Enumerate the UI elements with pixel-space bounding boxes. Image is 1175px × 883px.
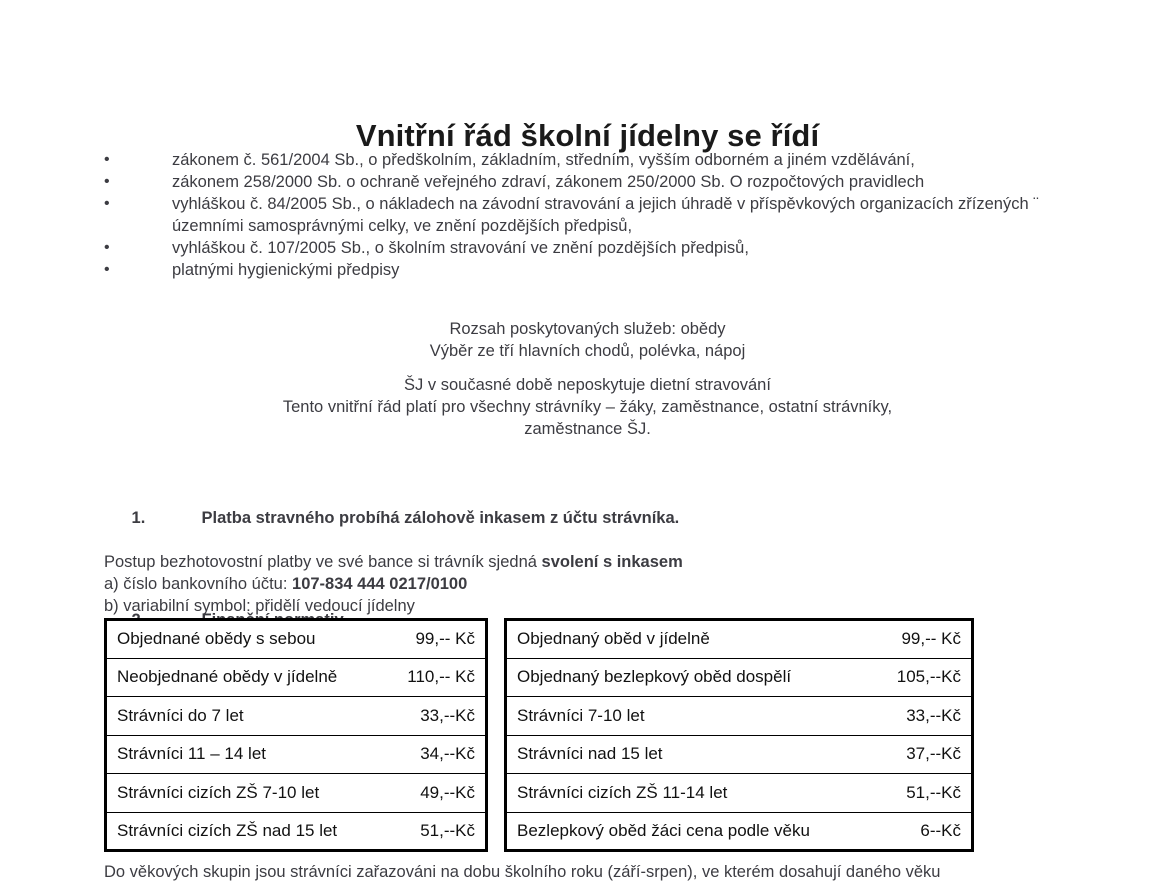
price-item-label: Strávníci nad 15 let: [506, 735, 847, 774]
law-reference-list: [0, 149, 1175, 281]
law-list-item-text: vyhláškou č. 107/2005 Sb., o školním stravování ve znění pozdějších předpisů,: [172, 239, 749, 257]
service-scope-line: Rozsah poskytovaných služeb: obědy: [449, 320, 726, 338]
law-list-item-text: zákonem 258/2000 Sb. o ochraně veřejného zdraví, zákonem 250/2000 Sb. O rozpočtových pravidlech: [172, 173, 925, 191]
variable-symbol-line: b) variabilní symbol: přidělí vedoucí jídelny: [104, 597, 415, 615]
section-1-number: 1.: [131, 509, 146, 527]
law-list-item: [0, 237, 1175, 259]
bank-account-number: 107-834 444 0217/0100: [292, 575, 468, 593]
payment-procedure-line: [104, 551, 1104, 573]
price-item-label: Bezlepkový oběd žáci cena podle věku: [506, 812, 847, 851]
service-scope-block: [0, 318, 1175, 362]
price-item-value: 49,--Kč: [355, 774, 487, 813]
table-row: [506, 620, 973, 659]
law-list-item-text: platnými hygienickými předpisy: [172, 261, 400, 279]
price-item-value: 37,--Kč: [846, 735, 973, 774]
price-item-value: 99,-- Kč: [846, 620, 973, 659]
page-title: Vnitřní řád školní jídelny se řídí: [355, 117, 820, 153]
price-item-label: Strávníci cizích ZŠ nad 15 let: [106, 812, 356, 851]
law-list-item: [0, 149, 1175, 171]
table-row: [506, 812, 973, 851]
law-list-item: [0, 193, 1175, 237]
bullet-icon: •: [104, 195, 110, 212]
table-row: [106, 658, 487, 697]
price-item-value: 105,--Kč: [846, 658, 973, 697]
price-item-label: Objednaný bezlepkový oběd dospělí: [506, 658, 847, 697]
bullet-icon: •: [104, 261, 110, 278]
table-row: [106, 812, 487, 851]
price-item-value: 51,--Kč: [846, 774, 973, 813]
law-list-item-text: zákonem č. 561/2004 Sb., o předškolním, základním, středním, vyšším odborném a jiném vzdělávání,: [172, 151, 915, 169]
price-item-label: Objednaný oběd v jídelně: [506, 620, 847, 659]
price-item-value: 6--Kč: [846, 812, 973, 851]
price-item-label: Strávníci do 7 let: [106, 697, 356, 736]
payment-procedure-text: Postup bezhotovostní platby ve své bance si trávník sjedná: [104, 553, 542, 571]
law-list-item-text: vyhláškou č. 84/2005 Sb., o nákladech na závodní stravování a jejich úhradě v příspěvkových organizacích zřízených ¨: [172, 195, 1039, 213]
price-item-value: 110,-- Kč: [355, 658, 487, 697]
table-row: [106, 697, 487, 736]
bullet-icon: •: [104, 173, 110, 190]
price-item-value: 33,--Kč: [355, 697, 487, 736]
bullet-icon: •: [104, 239, 110, 256]
table-row: [506, 735, 973, 774]
table-row: [506, 697, 973, 736]
law-list-item: [0, 171, 1175, 193]
price-item-label: Strávníci 7-10 let: [506, 697, 847, 736]
table-row: [106, 774, 487, 813]
price-item-label: Objednané obědy s sebou: [106, 620, 356, 659]
price-item-value: 33,--Kč: [846, 697, 973, 736]
price-item-value: 34,--Kč: [355, 735, 487, 774]
section-1-heading: [104, 485, 1104, 551]
general-rules-line: zaměstnance ŠJ.: [524, 420, 651, 438]
payment-mandate-emphasis: svolení s inkasem: [541, 553, 683, 571]
price-item-value: 99,-- Kč: [355, 620, 487, 659]
law-list-item: [0, 259, 1175, 281]
price-item-label: Strávníci cizích ZŠ 7-10 let: [106, 774, 356, 813]
price-tables: [104, 618, 974, 852]
general-rules-block: [0, 374, 1175, 440]
price-table-left: [104, 618, 488, 852]
table-row: [506, 774, 973, 813]
bank-account-label: a) číslo bankovního účtu:: [104, 575, 293, 593]
general-rules-line: ŠJ v současné době neposkytuje dietní stravování: [404, 376, 771, 394]
section-1-title: Platba stravného probíhá zálohově inkasem z účtu strávníka.: [201, 509, 680, 527]
price-table-right: [504, 618, 974, 852]
price-item-label: Neobjednané obědy v jídelně: [106, 658, 356, 697]
price-item-label: Strávníci cizích ZŠ 11-14 let: [506, 774, 847, 813]
table-row: [106, 735, 487, 774]
table-row: [506, 658, 973, 697]
price-item-label: Strávníci 11 – 14 let: [106, 735, 356, 774]
general-rules-line: Tento vnitřní řád platí pro všechny strávníky – žáky, zaměstnance, ostatní strávníky,: [282, 398, 893, 416]
table-row: [106, 620, 487, 659]
service-scope-line: Výběr ze tří hlavních chodů, polévka, nápoj: [429, 342, 746, 360]
price-table-left-body: [106, 620, 487, 851]
price-table-right-body: [506, 620, 973, 851]
law-list-item-continuation: územními samosprávnými celky, ve znění pozdějších předpisů,: [172, 217, 633, 235]
age-group-note: Do věkových skupin jsou strávníci zařazováni na dobu školního roku (září-srpen), ve kterém dosahují daného věku: [104, 863, 941, 881]
bullet-icon: •: [104, 151, 110, 168]
price-item-value: 51,--Kč: [355, 812, 487, 851]
